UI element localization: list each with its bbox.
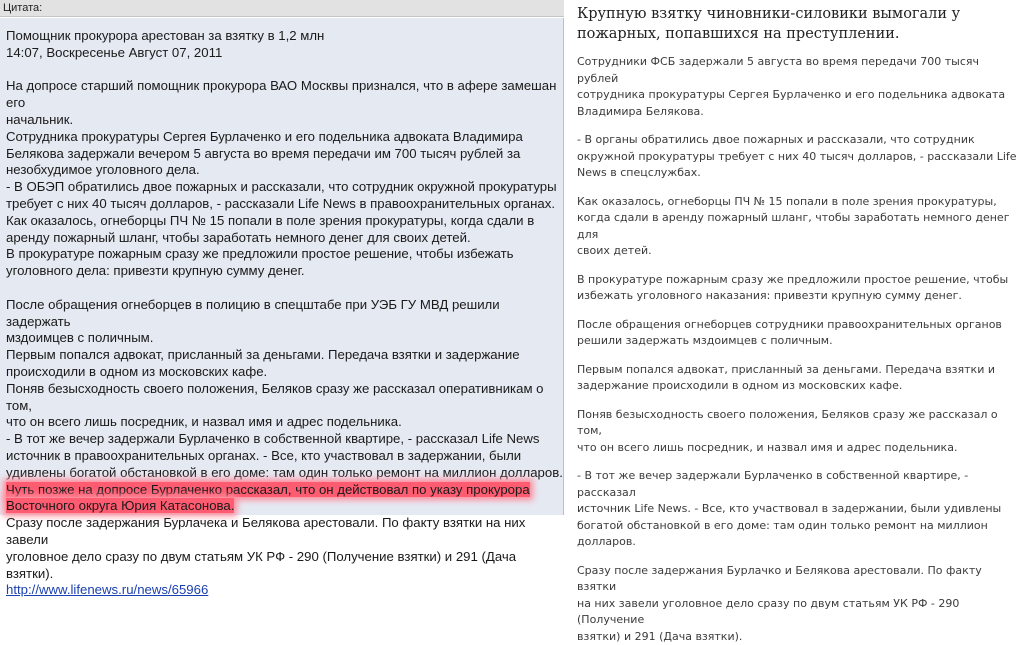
- article-line: избежать уголовного наказания: привезти крупную сумму денег.: [577, 288, 1021, 305]
- quote-line: - В ОБЭП обратились двое пожарных и рассказали, что сотрудник окружной прокуратуры: [6, 179, 563, 196]
- quote-line: [6, 62, 563, 79]
- quote-line: Как оказалось, огнеборцы ПЧ № 15 попали в поле зрения прокуратуры, когда сдали в: [6, 213, 563, 230]
- quote-line: Белякова задержали вечером 5 августа во время передачи им 700 тысяч рублей за: [6, 146, 563, 163]
- quote-line: Сразу после задержания Бурлачека и Белякова арестовали. По факту взятки на них завели: [6, 515, 563, 549]
- quote-line: [6, 482, 563, 499]
- quote-text: [6, 28, 563, 582]
- highlighted-text: Восточного округа Юрия Катасонова.: [6, 498, 234, 513]
- article-line: когда сдали в аренду пожарный шланг, чтобы заработать немного денег для: [577, 210, 1021, 243]
- quote-line: Помощник прокурора арестован за взятку в 1,2 млн: [6, 28, 563, 45]
- article-line: - В органы обратились двое пожарных и рассказали, что сотрудник: [577, 132, 1021, 149]
- article-paragraph: [577, 194, 1021, 260]
- article-line: Сотрудники ФСБ задержали 5 августа во время передачи 700 тысяч рублей: [577, 54, 1021, 87]
- quote-line: удивлены богатой обстановкой в его доме: там один только ремонт на миллион долларов.: [6, 465, 563, 482]
- article-title-line: пожарных, попавшихся на преступлении.: [577, 24, 1021, 44]
- article-title: [577, 4, 1021, 44]
- quote-line: На допросе старший помощник прокурора ВАО Москвы признался, что в афере замешан его: [6, 78, 563, 112]
- article-paragraph: [577, 362, 1021, 395]
- article-panel: [571, 0, 1021, 515]
- article-line: на них завели уголовное дело сразу по двум статьям УК РФ - 290 (Получение: [577, 596, 1021, 629]
- article-paragraph: [577, 563, 1021, 645]
- quote-line: источник в правоохранительных органах. - Все, кто участвовал в задержании, были: [6, 448, 563, 465]
- quote-line: Сотрудника прокуратуры Сергея Бурлаченко и его подельника адвоката Владимира: [6, 129, 563, 146]
- article-body: [571, 54, 1021, 645]
- quote-line: происходили в одном из московских кафе.: [6, 364, 563, 381]
- article-line: сотрудника прокуратуры Сергея Бурлаченко и его подельника адвоката: [577, 87, 1021, 104]
- highlighted-text: Чуть позже на допросе Бурлаченко рассказал, что он действовал по указу прокурора: [6, 482, 530, 497]
- quote-line: Поняв безысходность своего положения, Беляков сразу же рассказал оперативникам о том,: [6, 381, 563, 415]
- source-link[interactable]: http://www.lifenews.ru/news/65966: [6, 582, 208, 597]
- quote-line: мздоимцев с поличным.: [6, 330, 563, 347]
- article-line: богатой обстановкой в его доме: там один только ремонт на миллион: [577, 518, 1021, 535]
- quote-line: 14:07, Воскресенье Август 07, 2011: [6, 45, 563, 62]
- article-line: взятки) и 291 (Дача взятки).: [577, 629, 1021, 645]
- article-paragraph: [577, 54, 1021, 120]
- article-line: - В тот же вечер задержали Бурлаченко в собственной квартире, - рассказал: [577, 468, 1021, 501]
- quote-box: [0, 18, 564, 515]
- article-line: В прокуратуре пожарным сразу же предложили простое решение, чтобы: [577, 272, 1021, 289]
- quote-header: Цитата:: [0, 0, 564, 17]
- article-line: источник Life News. - Все, кто участвовал в задержании, были удивлены: [577, 501, 1021, 518]
- quote-line: Первым попался адвокат, присланный за деньгами. Передача взятки и задержание: [6, 347, 563, 364]
- article-line: задержание происходили в одном из московских кафе.: [577, 378, 1021, 395]
- article-line: Владимира Белякова.: [577, 104, 1021, 121]
- article-line: окружной прокуратуры требует с них 40 тысяч долларов, - рассказали Life: [577, 149, 1021, 166]
- quote-line: требует с них 40 тысяч долларов, - рассказали Life News в правоохранительных органах.: [6, 196, 563, 213]
- article-line: что он всего лишь посредник, и назвал имя и адрес подельника.: [577, 440, 1021, 457]
- quote-line: что он всего лишь посредник, и назвал имя и адрес подельника.: [6, 414, 563, 431]
- quote-line: [6, 280, 563, 297]
- quote-line: взятки).: [6, 566, 563, 583]
- article-line: Первым попался адвокат, присланный за деньгами. Передача взятки и: [577, 362, 1021, 379]
- article-paragraph: [577, 272, 1021, 305]
- article-line: Как оказалось, огнеборцы ПЧ № 15 попали в поле зрения прокуратуры,: [577, 194, 1021, 211]
- article-title-line: Крупную взятку чиновники-силовики вымогали у: [577, 4, 1021, 24]
- article-line: долларов.: [577, 534, 1021, 551]
- quote-line: незобхудимое уголовного дела.: [6, 162, 563, 179]
- quote-line: уголовного дела: привезти крупную сумму денег.: [6, 263, 563, 280]
- quote-line: После обращения огнеборцев в полицию в спецштабе при УЭБ ГУ МВД решили задержать: [6, 297, 563, 331]
- quote-line: [6, 498, 563, 515]
- quote-line: - В тот же вечер задержали Бурлаченко в собственной квартире, - рассказал Life News: [6, 431, 563, 448]
- article-line: решили задержать мздоимцев с поличным.: [577, 333, 1021, 350]
- article-line: Сразу после задержания Бурлачко и Белякова арестовали. По факту взятки: [577, 563, 1021, 596]
- article-paragraph: [577, 468, 1021, 551]
- article-line: News в спецслужбах.: [577, 165, 1021, 182]
- article-paragraph: [577, 317, 1021, 350]
- quote-line: аренду пожарный шланг, чтобы заработать немного денег для своих детей.: [6, 230, 563, 247]
- article-paragraph: [577, 407, 1021, 457]
- quote-line: начальник.: [6, 112, 563, 129]
- article-line: Поняв безысходность своего положения, Беляков сразу же рассказал о том,: [577, 407, 1021, 440]
- quote-line: уголовное дело сразу по двум статьям УК РФ - 290 (Получение взятки) и 291 (Дача: [6, 549, 563, 566]
- article-line: своих детей.: [577, 243, 1021, 260]
- article-paragraph: [577, 132, 1021, 182]
- quote-line: В прокуратуре пожарным сразу же предложили простое решение, чтобы избежать: [6, 246, 563, 263]
- quote-panel: [0, 0, 564, 515]
- article-line: После обращения огнеборцев сотрудники правоохранительных органов: [577, 317, 1021, 334]
